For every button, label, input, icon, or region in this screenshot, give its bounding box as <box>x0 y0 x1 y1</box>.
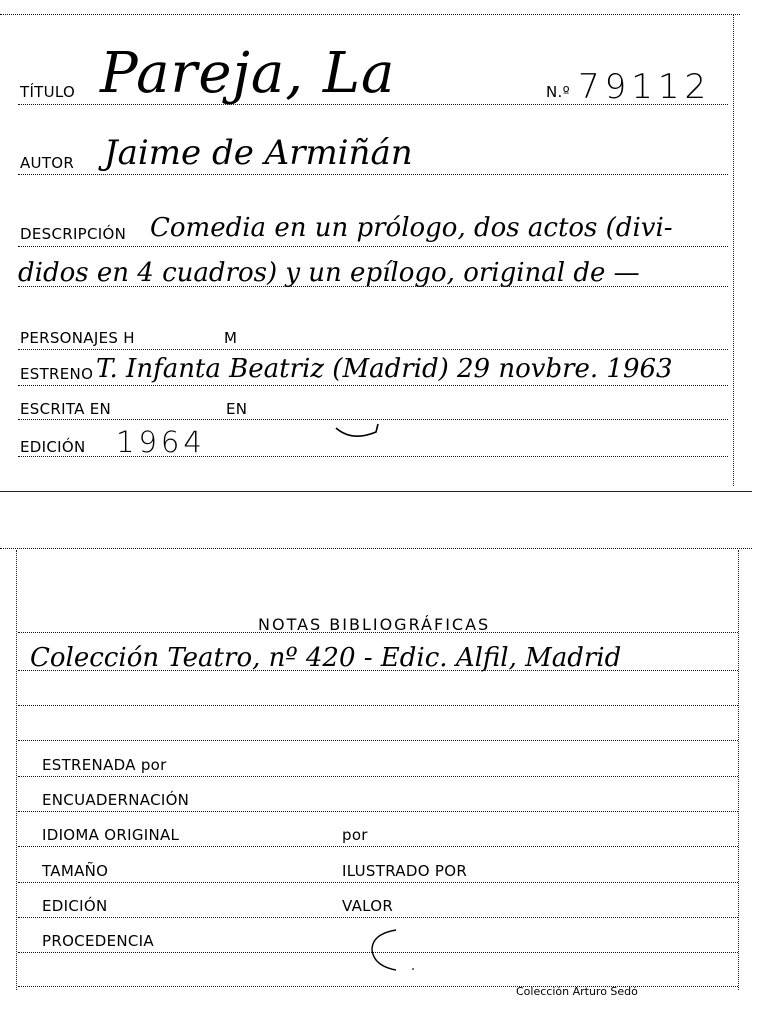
provenance-label: PROCEDENCIA <box>42 932 154 950</box>
catalog-card-front <box>0 0 759 500</box>
collection-footer: Colección Arturo Sedó <box>516 985 638 998</box>
ink-speck <box>412 968 414 970</box>
notes-rule-2 <box>18 705 738 706</box>
characters-m-label: M <box>224 329 238 347</box>
size-rule <box>18 882 738 883</box>
description-rule-2 <box>18 286 728 287</box>
back-top-edge <box>0 548 752 549</box>
characters-label: PERSONAJES H <box>20 329 135 347</box>
author-rule <box>18 174 728 175</box>
size-label: TAMAÑO <box>42 862 109 880</box>
characters-rule <box>18 349 728 350</box>
edition-value: 1964 <box>116 425 206 459</box>
card-top-edge <box>0 14 740 15</box>
premiere-rule <box>18 385 728 386</box>
edition-label: EDICIÓN <box>20 438 86 456</box>
bibliographic-notes-heading: NOTAS BIBLIOGRÁFICAS <box>258 615 491 634</box>
catalog-number-value: 79112 <box>578 67 712 107</box>
back-left-edge <box>16 550 17 990</box>
notes-rule-0 <box>18 632 738 633</box>
back-edition-label: EDICIÓN <box>42 897 108 915</box>
pen-stroke-mark <box>332 418 382 444</box>
description-line-2: didos en 4 cuadros) y un epílogo, original de — <box>18 258 640 288</box>
description-rule-1 <box>18 246 728 247</box>
title-label: TÍTULO <box>20 83 76 101</box>
binding-label: ENCUADERNACIÓN <box>42 791 190 809</box>
binding-rule <box>18 811 738 812</box>
edition-rule <box>18 456 728 457</box>
illustrated-by-label: ILUSTRADO POR <box>342 862 468 880</box>
bracket-pen-mark <box>366 926 406 976</box>
description-line-1: Comedia en un prólogo, dos actos (divi- <box>150 213 673 243</box>
catalog-card-back <box>0 540 759 1028</box>
catalog-number-label: N.º <box>546 83 570 101</box>
original-language-rule <box>18 846 738 847</box>
by-label: por <box>342 826 368 844</box>
title-value: Pareja, La <box>100 41 396 106</box>
premiered-by-label: ESTRENADA por <box>42 756 167 774</box>
premiered-by-rule <box>18 776 738 777</box>
notes-rule-1 <box>18 670 738 671</box>
edition-value-rule <box>18 917 738 918</box>
original-language-label: IDIOMA ORIGINAL <box>42 826 180 844</box>
written-en-label: EN <box>226 400 248 418</box>
premiere-label: ESTRENO <box>20 365 94 383</box>
card-right-edge <box>733 14 734 486</box>
premiere-value: T. Infanta Beatriz (Madrid) 29 novbre. 1963 <box>96 354 673 384</box>
author-label: AUTOR <box>20 154 75 172</box>
notes-rule-3 <box>18 740 738 741</box>
author-value: Jaime de Armiñán <box>104 133 413 173</box>
value-label: VALOR <box>342 897 394 915</box>
bibliographic-note: Colección Teatro, nº 420 - Edic. Alfil, Madrid <box>30 643 622 673</box>
back-right-edge <box>738 550 739 990</box>
card-bottom-edge <box>0 491 752 492</box>
title-rule <box>18 104 728 105</box>
written-in-label: ESCRITA EN <box>20 400 112 418</box>
description-label: DESCRIPCIÓN <box>20 225 127 243</box>
